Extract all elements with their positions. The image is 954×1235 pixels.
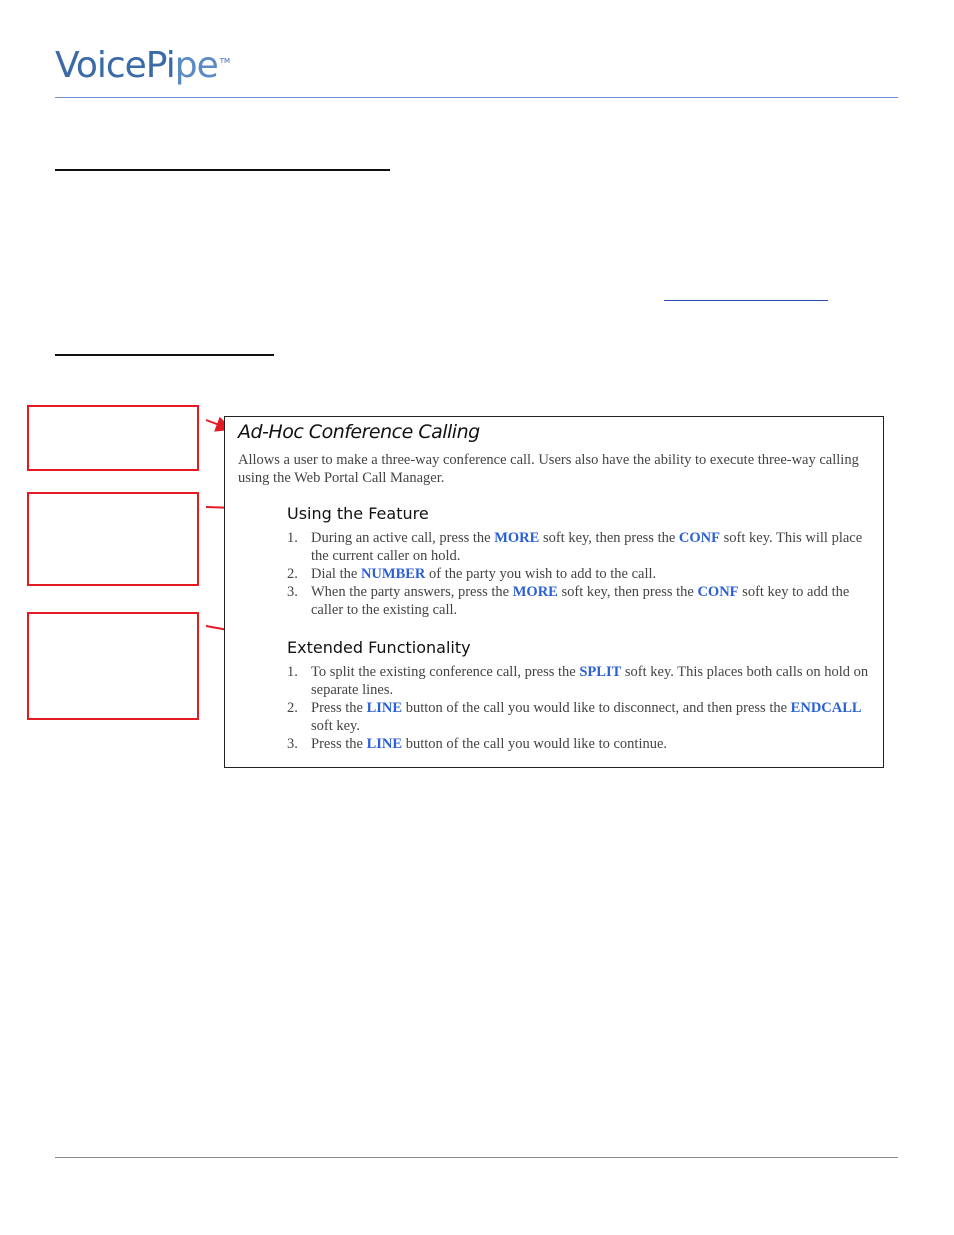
sample-description: Allows a user to make a three-way conference call. Users also have the ability to execute three-way calling using the Web Portal Call Manager.	[238, 452, 859, 486]
steps-list-using	[287, 529, 872, 619]
feature-sample-box	[224, 416, 884, 768]
list-item: 1. To split the existing conference call, press the SPLIT soft key. This places both calls on hold on separate lines.	[287, 664, 869, 698]
steps-list-extended	[287, 663, 872, 753]
list-item: 3. When the party answers, press the MORE soft key, then press the CONF soft key to add the caller to the existing call.	[287, 584, 850, 618]
list-item: 3. Press the LINE button of the call you would like to continue.	[287, 736, 668, 752]
sample-title: Ad-Hoc Conference Calling	[238, 421, 480, 443]
logo-text-end: pe	[174, 45, 218, 86]
footer-divider	[55, 1157, 898, 1158]
section-heading-using: Using the Feature	[287, 504, 429, 523]
list-item: 2. Press the LINE button of the call you would like to disconnect, and then press the ENDCALL soft key.	[287, 700, 862, 734]
logo-text: VoicePi	[55, 45, 175, 86]
list-item: 1. During an active call, press the MORE soft key, then press the CONF soft key. This will place the current caller on hold.	[287, 530, 863, 564]
section-heading-extended: Extended Functionality	[287, 638, 471, 657]
trademark-mark: TM	[219, 57, 231, 65]
list-item: 2. Dial the NUMBER of the party you wish to add to the call.	[287, 566, 657, 582]
